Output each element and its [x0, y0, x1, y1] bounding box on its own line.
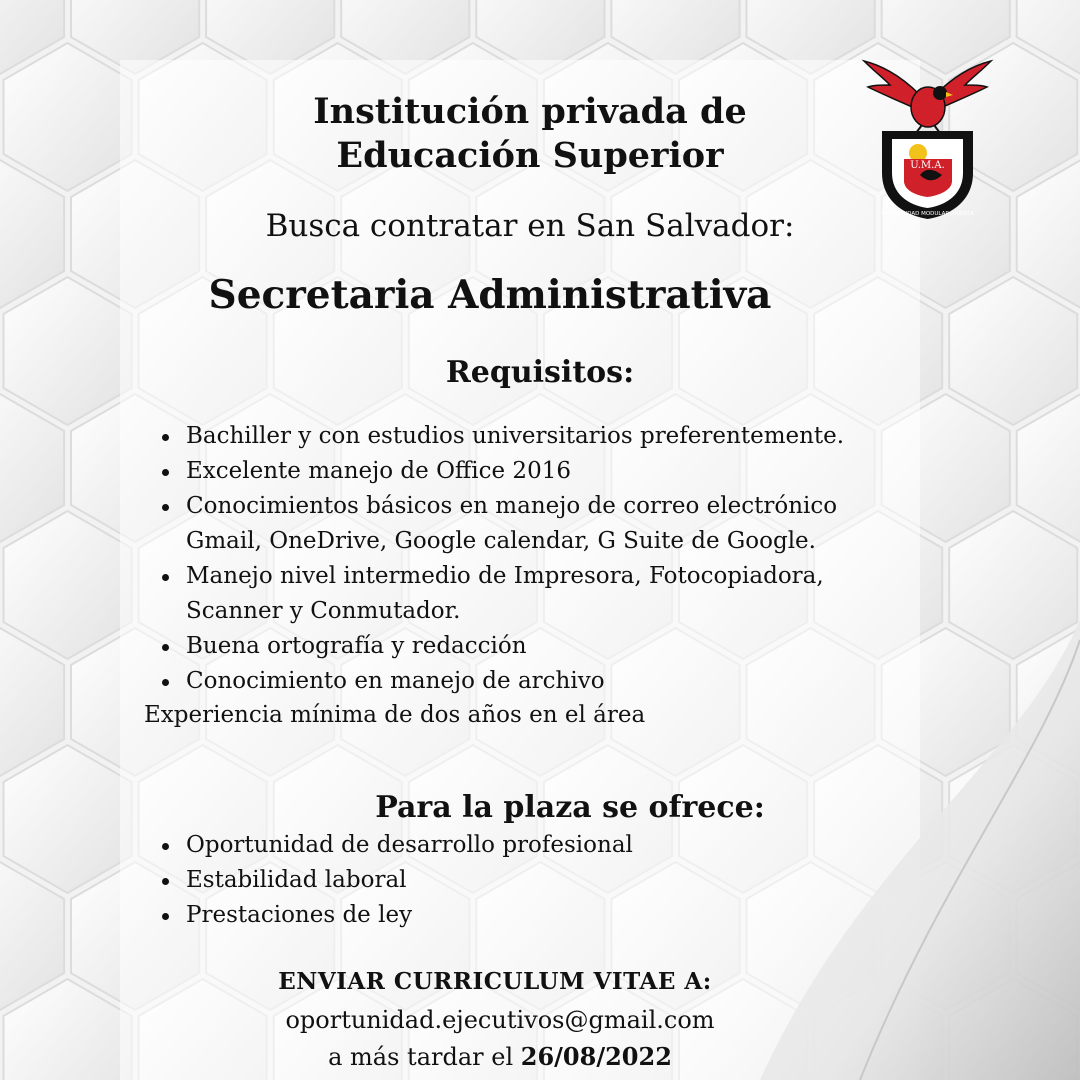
header-title-line1: Institución privada de	[313, 91, 747, 132]
requirement-item-line: Buena ortografía y redacción	[186, 633, 527, 659]
requirement-item	[160, 419, 920, 454]
header-title	[220, 90, 840, 178]
offer-list	[160, 828, 860, 933]
eagle-head	[933, 86, 947, 100]
requirement-item	[160, 629, 920, 664]
deadline-date: 26/08/2022	[520, 1042, 672, 1071]
subtitle: Busca contratar en San Salvador:	[265, 208, 795, 244]
cta-title: ENVIAR CURRICULUM VITAE A:	[278, 968, 712, 995]
logo-initials: U.M.A.	[910, 160, 945, 171]
experience-line: Experiencia mínima de dos años en el área	[144, 702, 646, 728]
header-title-line2: Educación Superior	[336, 135, 724, 176]
requirement-item-line: Manejo nivel intermedio de Impresora, Fotocopiadora,	[186, 563, 824, 589]
requirement-item-line: Excelente manejo de Office 2016	[186, 458, 571, 484]
university-logo	[860, 55, 995, 225]
deadline-line	[200, 1042, 800, 1071]
requirements-title: Requisitos:	[445, 355, 635, 390]
requirement-item	[160, 489, 920, 559]
offer-item: Oportunidad de desarrollo profesional	[160, 828, 860, 863]
requirement-item	[160, 559, 920, 629]
offer-item: Estabilidad laboral	[160, 863, 860, 898]
contact-email: oportunidad.ejecutivos@gmail.com	[285, 1006, 715, 1034]
requirement-item	[160, 664, 920, 699]
requirement-item-line: Bachiller y con estudios universitarios preferentemente.	[186, 423, 845, 449]
requirement-item	[160, 454, 920, 489]
requirement-item-line: Conocimientos básicos en manejo de correo electrónico	[186, 493, 838, 519]
requirement-item-line: Scanner y Conmutador.	[186, 598, 461, 624]
job-title: Secretaria Administrativa	[208, 272, 772, 318]
offer-item: Prestaciones de ley	[160, 898, 860, 933]
offer-title: Para la plaza se ofrece:	[375, 790, 765, 825]
logo-ring-text: UNIVERSIDAD MODULAR ABIERTA	[881, 211, 974, 217]
requirements-list	[160, 419, 920, 699]
requirement-item-line: Gmail, OneDrive, Google calendar, G Suite de Google.	[186, 528, 816, 554]
requirement-item-line: Conocimiento en manejo de archivo	[186, 668, 605, 694]
deadline-prefix: a más tardar el	[328, 1043, 514, 1071]
